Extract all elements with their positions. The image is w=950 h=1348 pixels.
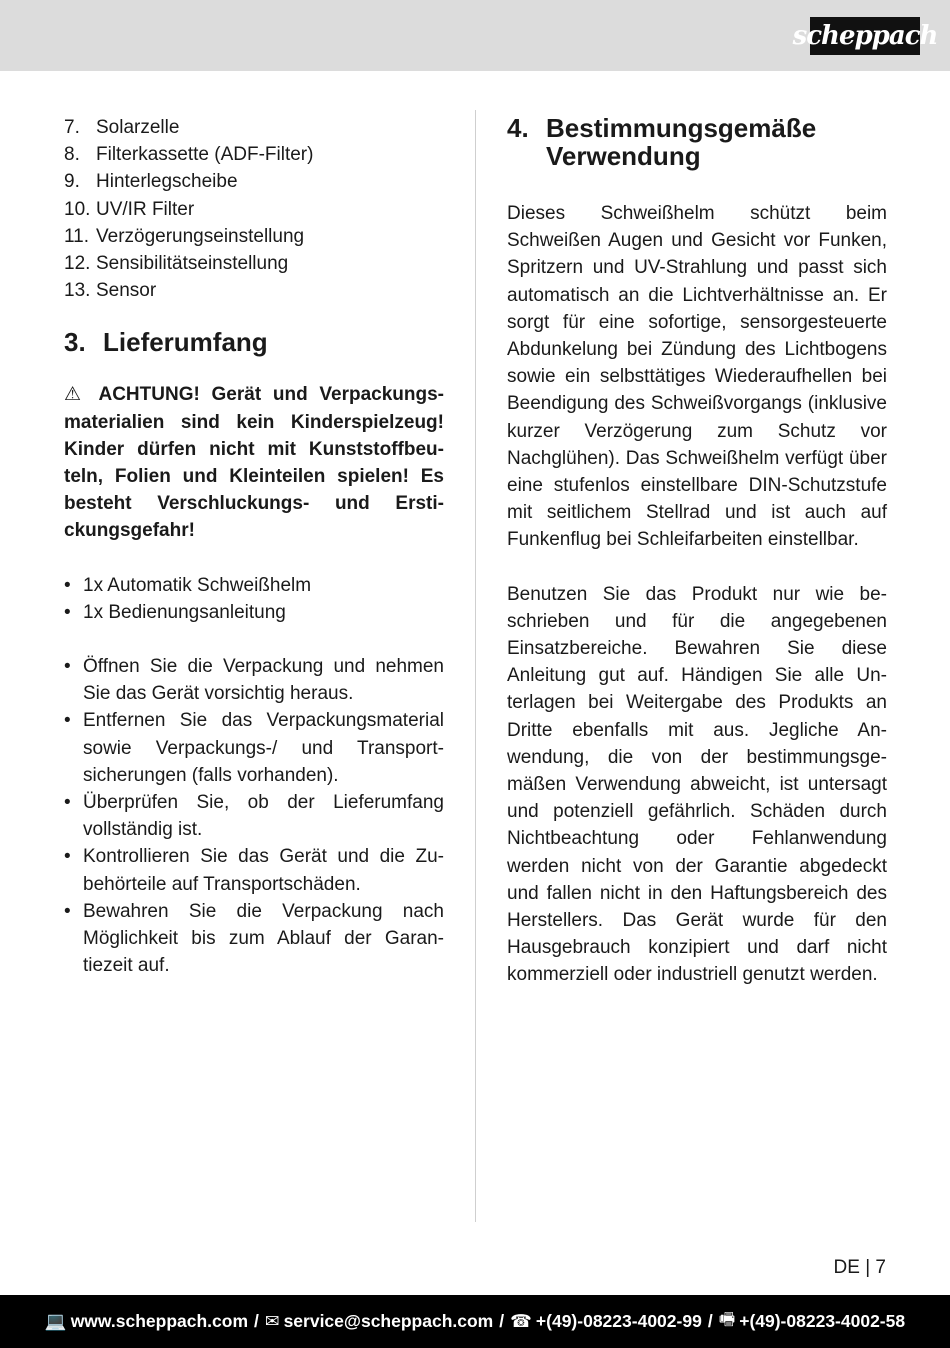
unpacking-steps-list <box>64 653 444 979</box>
list-item: • Kontrollieren Sie das Gerät und die Zubehörteile auf Transportschäden. <box>64 843 444 897</box>
footer-bar <box>0 1295 950 1348</box>
item-number: 8. <box>64 144 80 166</box>
list-item: • 1x Bedienungsanleitung <box>64 599 444 626</box>
scheppach-logo: scheppach <box>810 17 920 55</box>
left-column <box>64 114 444 979</box>
item-label: Sensibilitätseinstellung <box>96 253 289 275</box>
right-column <box>507 114 887 989</box>
list-item: • Überprüfen Sie, ob der Lieferumfang vollständig ist. <box>64 789 444 843</box>
list-item <box>64 250 444 277</box>
warning-text: ACHTUNG! Gerät und Verpackungsmaterialien sind kein Kinderspielzeug! Kinder dürfen nicht mit Kunststoffbeuteln, Folien und Kleinteilen spielen! Es besteht Verschluckungs- und Erstickungsgefahr! <box>64 384 444 542</box>
header-bar <box>0 0 950 71</box>
item-number: 12. <box>64 253 91 275</box>
section-heading-lieferumfang <box>64 328 444 356</box>
mail-icon: ✉ <box>264 1311 280 1331</box>
footer-separator: / <box>707 1311 713 1331</box>
list-item: • Entfernen Sie das Verpackungsmaterial sowie Verpackungs-/ und Transportsicherungen (falls vorhanden). <box>64 707 444 789</box>
section-title: Lieferumfang <box>103 327 268 358</box>
item-number: 7. <box>64 117 80 138</box>
list-item: • 1x Automatik Schweißhelm <box>64 572 444 599</box>
warning-triangle-icon: ⚠ <box>64 384 88 406</box>
usage-notes-paragraph: Benutzen Sie das Produkt nur wie beschrieben und für die angegebenen Einsatzbereiche. Bewahren Sie diese Anleitung gut auf. Händigen Sie alle Unterlagen bei Weitergabe des Produkts an Dritte ebenfalls mit aus. Jegliche Anwendung, die von der bestimmungsgemäßen Verwendung abweicht, ist untersagt und potenziell gefährlich. Schäden durch Nichtbeachtung oder Fehlanwendung werden nicht von der Garantie abgedeckt und fallen nicht in den Haftungsbereich des Herstellers. Das Gerät wurde für den Hausgebrauch konzipiert und darf nicht kommerziell oder industriell genutzt werden. <box>507 583 887 986</box>
item-number: 10. <box>64 198 91 220</box>
intended-use-paragraph: Dieses Schweißhelm schützt beim Schweißen Augen und Gesicht vor Funken, Spritzern und UV-Strahlung und passt sich automatisch an die Lichtverhältnisse an. Er sorgt für eine sofortige, sensorgesteuerte Abdunkelung bei Zündung des Lichtbogens sowie ein selbsttätiges Wiederaufhellen bei Beendigung des Schweißvorgangs (inklusive kurzer Verzögerung zum Schutz vor Nachglühen). Das Schweißhelm verfügt über eine stufenlos einstellbare DIN-Schutzstufe mit seitlichem Stellrad und ist auch auf Funkenflug bei Schleifarbeiten einstellbar. <box>507 203 887 551</box>
footer-phone: +(49)-08223-4002-99 <box>535 1311 702 1331</box>
section-number: 3. <box>64 327 86 358</box>
list-item: • Bewahren Sie die Verpackung nach Möglichkeit bis zum Ablauf der Garantiezeit auf. <box>64 898 444 980</box>
item-label: UV/IR Filter <box>96 198 195 220</box>
list-item <box>64 168 444 195</box>
list-item <box>64 141 444 168</box>
list-item <box>64 277 444 304</box>
footer-separator: / <box>254 1311 259 1331</box>
phone-icon: ☎ <box>510 1311 532 1331</box>
list-item <box>64 196 444 223</box>
footer-fax: +(49)-08223-4002-58 <box>739 1311 906 1331</box>
footer-website[interactable]: www.scheppach.com <box>70 1311 249 1331</box>
item-label: Verzögerungseinstellung <box>96 225 305 247</box>
column-divider <box>475 110 476 1222</box>
list-item <box>64 114 444 141</box>
section-number: 4. <box>507 113 529 143</box>
footer-separator: / <box>499 1311 505 1331</box>
item-number: 11. <box>64 225 90 247</box>
section-title: Bestimmungsgemäße Verwendung <box>546 113 817 171</box>
page-number: DE | 7 <box>833 1257 886 1278</box>
item-number: 13. <box>64 280 91 302</box>
section-heading-verwendung <box>507 114 887 170</box>
fax-icon: 🖷 <box>718 1308 736 1329</box>
list-item: • Öffnen Sie die Verpackung und nehmen Sie das Gerät vorsichtig heraus. <box>64 653 444 707</box>
parts-list <box>64 114 444 304</box>
item-label: Filterkassette (ADF-Filter) <box>96 144 314 166</box>
computer-icon: 💻 <box>44 1311 67 1331</box>
item-label: Solarzelle <box>96 117 180 138</box>
item-label: Hinterlegscheibe <box>96 171 238 193</box>
footer-email[interactable]: service@scheppach.com <box>283 1311 494 1331</box>
item-label: Sensor <box>96 280 157 302</box>
scope-of-delivery-list <box>64 572 444 626</box>
warning-notice <box>64 381 444 544</box>
item-number: 9. <box>64 171 80 193</box>
list-item <box>64 223 444 250</box>
